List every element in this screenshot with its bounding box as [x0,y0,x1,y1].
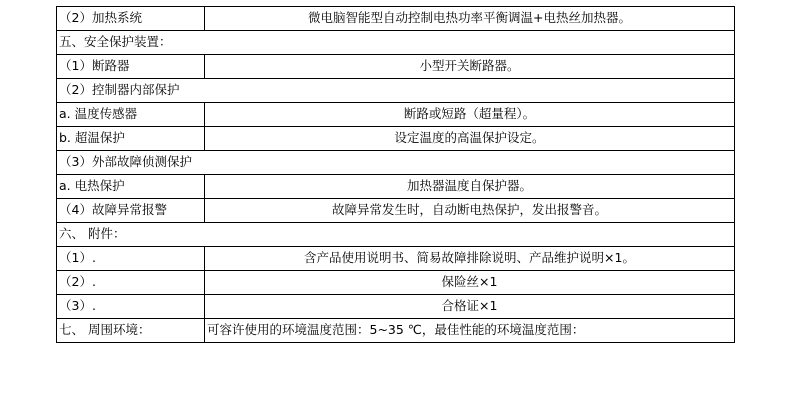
row-label-cell: （4）故障异常报警 [57,199,205,223]
section-heading-cell: （2）控制器内部保护 [57,79,735,103]
table-row [57,175,735,199]
table-row [57,247,735,271]
table-row [57,127,735,151]
table-row [57,31,735,55]
table-row [57,55,735,79]
section-heading-cell: （3）外部故障侦测保护 [57,151,735,175]
specification-table [56,6,735,343]
row-label-cell: b. 超温保护 [57,127,205,151]
table-row [57,79,735,103]
row-label-cell: （1）断路器 [57,55,205,79]
row-value-cell: 微电脑智能型自动控制电热功率平衡调温+电热丝加热器。 [205,7,735,31]
section-heading-cell: 五、安全保护装置： [57,31,735,55]
row-value-cell: 合格证×1 [205,295,735,319]
table-row [57,319,735,343]
row-label-cell: （2）加热系统 [57,7,205,31]
row-label-cell: （1）. [57,247,205,271]
table-row [57,151,735,175]
table-row [57,199,735,223]
row-value-cell: 含产品使用说明书、简易故障排除说明、产品维护说明×1。 [205,247,735,271]
row-label-cell: a. 温度传感器 [57,103,205,127]
section-heading-cell: 六、 附件： [57,223,735,247]
row-label-cell: （3）. [57,295,205,319]
table-row [57,295,735,319]
table-row [57,271,735,295]
specification-table-body [57,7,735,343]
table-row [57,223,735,247]
row-value-cell: 加热器温度自保护器。 [205,175,735,199]
table-row [57,7,735,31]
table-row [57,103,735,127]
row-value-cell: 可容许使用的环境温度范围：5~35 ℃，最佳性能的环境温度范围： [205,319,735,343]
row-value-cell: 断路或短路（超量程）。 [205,103,735,127]
row-value-cell: 小型开关断路器。 [205,55,735,79]
row-label-cell: a. 电热保护 [57,175,205,199]
row-label-cell: （2）. [57,271,205,295]
row-label-cell: 七、 周围环境： [57,319,205,343]
row-value-cell: 故障异常发生时，自动断电热保护，发出报警音。 [205,199,735,223]
row-value-cell: 保险丝×1 [205,271,735,295]
row-value-cell: 设定温度的高温保护设定。 [205,127,735,151]
